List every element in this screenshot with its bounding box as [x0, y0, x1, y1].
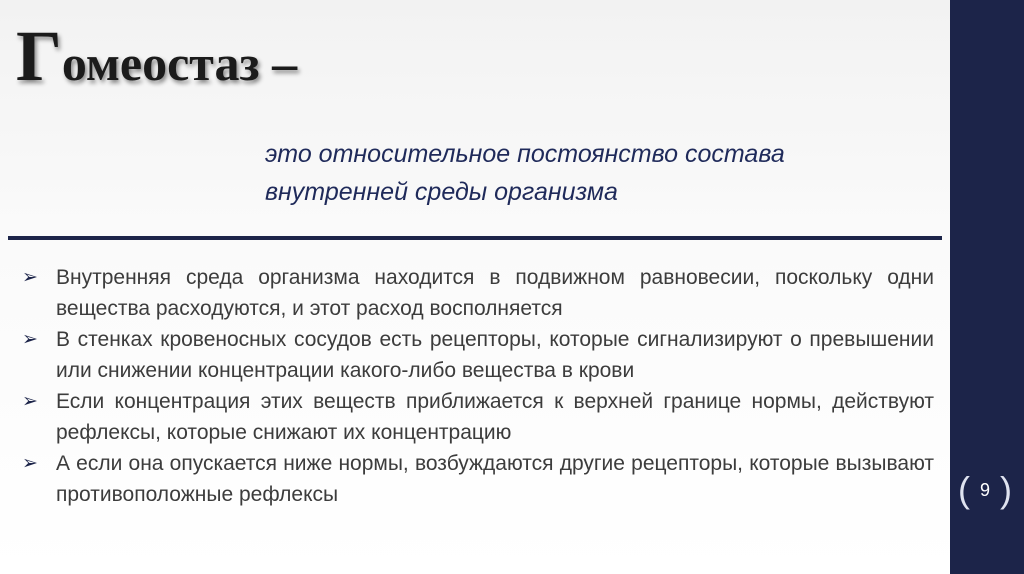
subtitle-line-1: это относительное постоянство состава: [265, 140, 785, 168]
bullet-text: Если концентрация этих веществ приближается к верхней границе нормы, действуют рефлексы, которые снижают их концентрацию: [56, 390, 934, 444]
page-number-badge: [958, 468, 1012, 512]
bullet-text: А если она опускается ниже нормы, возбуждаются другие рецепторы, которые вызывают противоположные рефлексы: [56, 452, 934, 506]
right-brace-icon: ): [1000, 469, 1012, 510]
arrow-bullet-icon: ➢: [22, 329, 38, 350]
left-brace-icon: (: [958, 469, 970, 510]
arrow-bullet-icon: ➢: [22, 453, 38, 474]
title-rest: омеостаз –: [61, 35, 298, 91]
arrow-bullet-icon: ➢: [22, 267, 38, 288]
bullet-item: [20, 324, 934, 386]
bullet-text: Внутренняя среда организма находится в подвижном равновесии, поскольку одни вещества расходуются, и этот расход восполняется: [56, 266, 934, 320]
page-number: 9: [979, 480, 990, 500]
title-first-letter: Г: [16, 16, 62, 96]
divider-line: [8, 236, 942, 240]
bullet-text: В стенках кровеносных сосудов есть рецепторы, которые сигнализируют о превышении или снижении концентрации какого-либо вещества в крови: [56, 328, 934, 382]
bullet-list: [20, 262, 934, 510]
definition-subtitle: [265, 135, 935, 211]
bullet-item: [20, 386, 934, 448]
bullet-item: [20, 448, 934, 510]
slide-title: [16, 16, 298, 96]
arrow-bullet-icon: ➢: [22, 391, 38, 412]
bullet-item: [20, 262, 934, 324]
subtitle-line-2: внутренней среды организма: [265, 178, 618, 206]
